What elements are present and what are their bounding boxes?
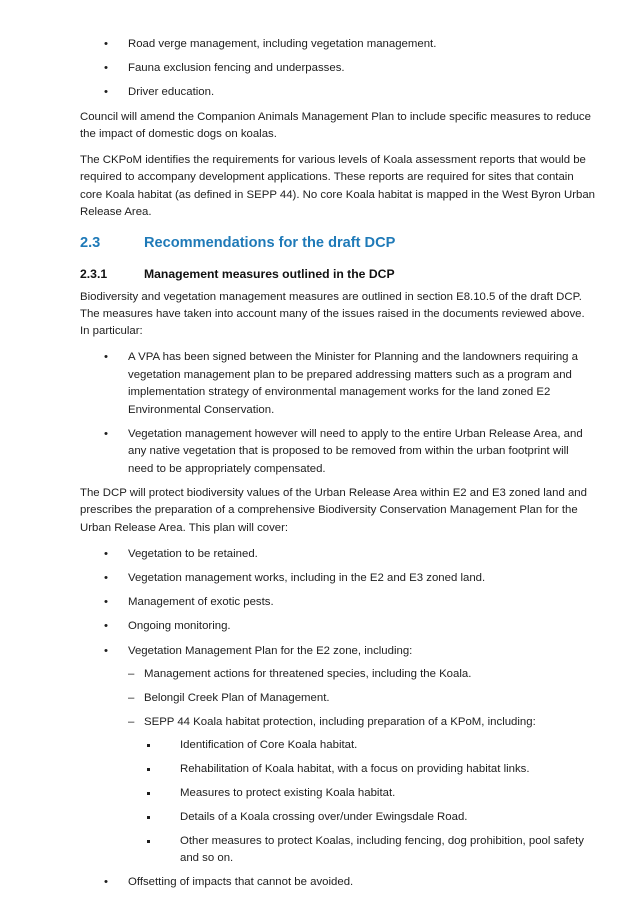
list-item: • Management of exotic pests. xyxy=(104,594,597,611)
list-item: – Belongil Creek Plan of Management. xyxy=(128,690,597,707)
bullet-marker: • xyxy=(104,547,108,560)
paragraph-dcp: The DCP will protect biodiversity values of the Urban Release Area within E2 and E3 zoned land and prescribes the preparation of a comprehensive Biodiversity Conservation Management Plan for the Urban Release Area. This plan will cover: xyxy=(80,486,587,534)
bullet-marker: • xyxy=(104,596,108,609)
bullet-marker: • xyxy=(104,427,108,440)
bullet-marker: • xyxy=(104,62,108,75)
dash-marker: – xyxy=(128,667,135,680)
list-item: • Ongoing monitoring. xyxy=(104,618,597,635)
list-item: • Offsetting of impacts that cannot be avoided. xyxy=(104,874,597,891)
square-bullet-icon xyxy=(147,840,150,843)
list-item: Measures to protect existing Koala habitat. xyxy=(144,785,597,802)
bullet-marker: • xyxy=(104,86,108,99)
particular-bullet-list xyxy=(104,349,597,478)
bullet-marker: • xyxy=(104,876,108,889)
paragraph-ckpom: The CKPoM identifies the requirements for various levels of Koala assessment reports that would be required to accompany development applications. These reports are required for sites that contain core Koala habitat (as defined in SEPP 44). No core Koala habitat is mapped in the West Byron Urban Release Area. xyxy=(80,154,595,219)
list-item: • Driver education. xyxy=(104,84,597,101)
list-item: • Vegetation Management Plan for the E2 zone, including: – Management actions for threatened species, including the Koala. – Belongil Creek Plan of Management. – SEPP 44 Koala habitat protection, including preparation of a KPoM, including: Identification of Core Koala habitat. Rehabilitation of Koala habitat, with a focus on providing habitat links. Measures to protect existing Koala habitat. Details of a Koala crossing over/under Ewingsdale Road. Other measures to protect Koalas, including fencing, dog prohibition, pool safety and so on. xyxy=(104,643,597,868)
list-item: • Road verge management, including vegetation management. xyxy=(104,36,597,53)
bullet-marker: • xyxy=(104,351,108,364)
subsection-title: Management measures outlined in the DCP xyxy=(144,266,395,281)
subsection-number: 2.3.1 xyxy=(80,266,108,281)
list-item: • Vegetation management however will need to apply to the entire Urban Release Area, and any native vegetation that is proposed to be removed from within the urban footprint will need to be appropriately compensated. xyxy=(104,427,583,475)
bullet-marker: • xyxy=(104,571,108,584)
square-bullet-icon xyxy=(147,816,150,819)
square-bullet-icon xyxy=(147,792,150,795)
list-item: Other measures to protect Koalas, including fencing, dog prohibition, pool safety and so on. xyxy=(144,833,597,868)
subsection-heading xyxy=(80,266,597,283)
section-title: Recommendations for the draft DCP xyxy=(144,234,396,251)
paragraph-council: Council will amend the Companion Animals Management Plan to include specific measures to reduce the impact of domestic dogs on koalas. xyxy=(80,110,591,141)
list-item: Details of a Koala crossing over/under Ewingsdale Road. xyxy=(144,809,597,826)
dash-marker: – xyxy=(128,691,135,704)
vmp-sub-list xyxy=(128,666,597,868)
list-item: • A VPA has been signed between the Minister for Planning and the landowners requiring a vegetation management plan to be prepared addressing matters such as a program and implementation strategy of environmental management works for the land zoned E2 Environmental Conservation. xyxy=(104,351,579,416)
bullet-marker: • xyxy=(104,38,108,50)
list-item: • Vegetation to be retained. xyxy=(104,546,597,563)
section-number: 2.3 xyxy=(80,234,101,251)
bullet-marker: • xyxy=(104,644,108,657)
section-heading xyxy=(80,234,597,252)
list-item: Rehabilitation of Koala habitat, with a focus on providing habitat links. xyxy=(144,761,597,778)
top-bullet-list xyxy=(104,36,597,102)
list-item: Identification of Core Koala habitat. xyxy=(144,737,597,754)
list-item: • Fauna exclusion fencing and underpasses. xyxy=(104,60,597,77)
dash-marker: – xyxy=(128,715,135,728)
square-bullet-icon xyxy=(147,768,150,771)
kpom-sub-list xyxy=(144,737,597,867)
list-item: • Vegetation management works, including in the E2 and E3 zoned land. xyxy=(104,570,597,587)
cover-bullet-list xyxy=(104,546,597,892)
list-item: – Management actions for threatened species, including the Koala. xyxy=(128,666,597,683)
paragraph-biodiversity: Biodiversity and vegetation management measures are outlined in section E8.10.5 of the draft DCP. The measures have taken into account many of the issues raised in the documents reviewed above. In particular: xyxy=(80,290,585,338)
square-bullet-icon xyxy=(147,744,150,747)
list-item: – SEPP 44 Koala habitat protection, including preparation of a KPoM, including: Identification of Core Koala habitat. Rehabilitation of Koala habitat, with a focus on providing habitat links. Measures to protect existing Koala habitat. Details of a Koala crossing over/under Ewingsdale Road. Other measures to protect Koalas, including fencing, dog prohibition, pool safety and so on. xyxy=(128,714,597,868)
bullet-marker: • xyxy=(104,620,108,633)
